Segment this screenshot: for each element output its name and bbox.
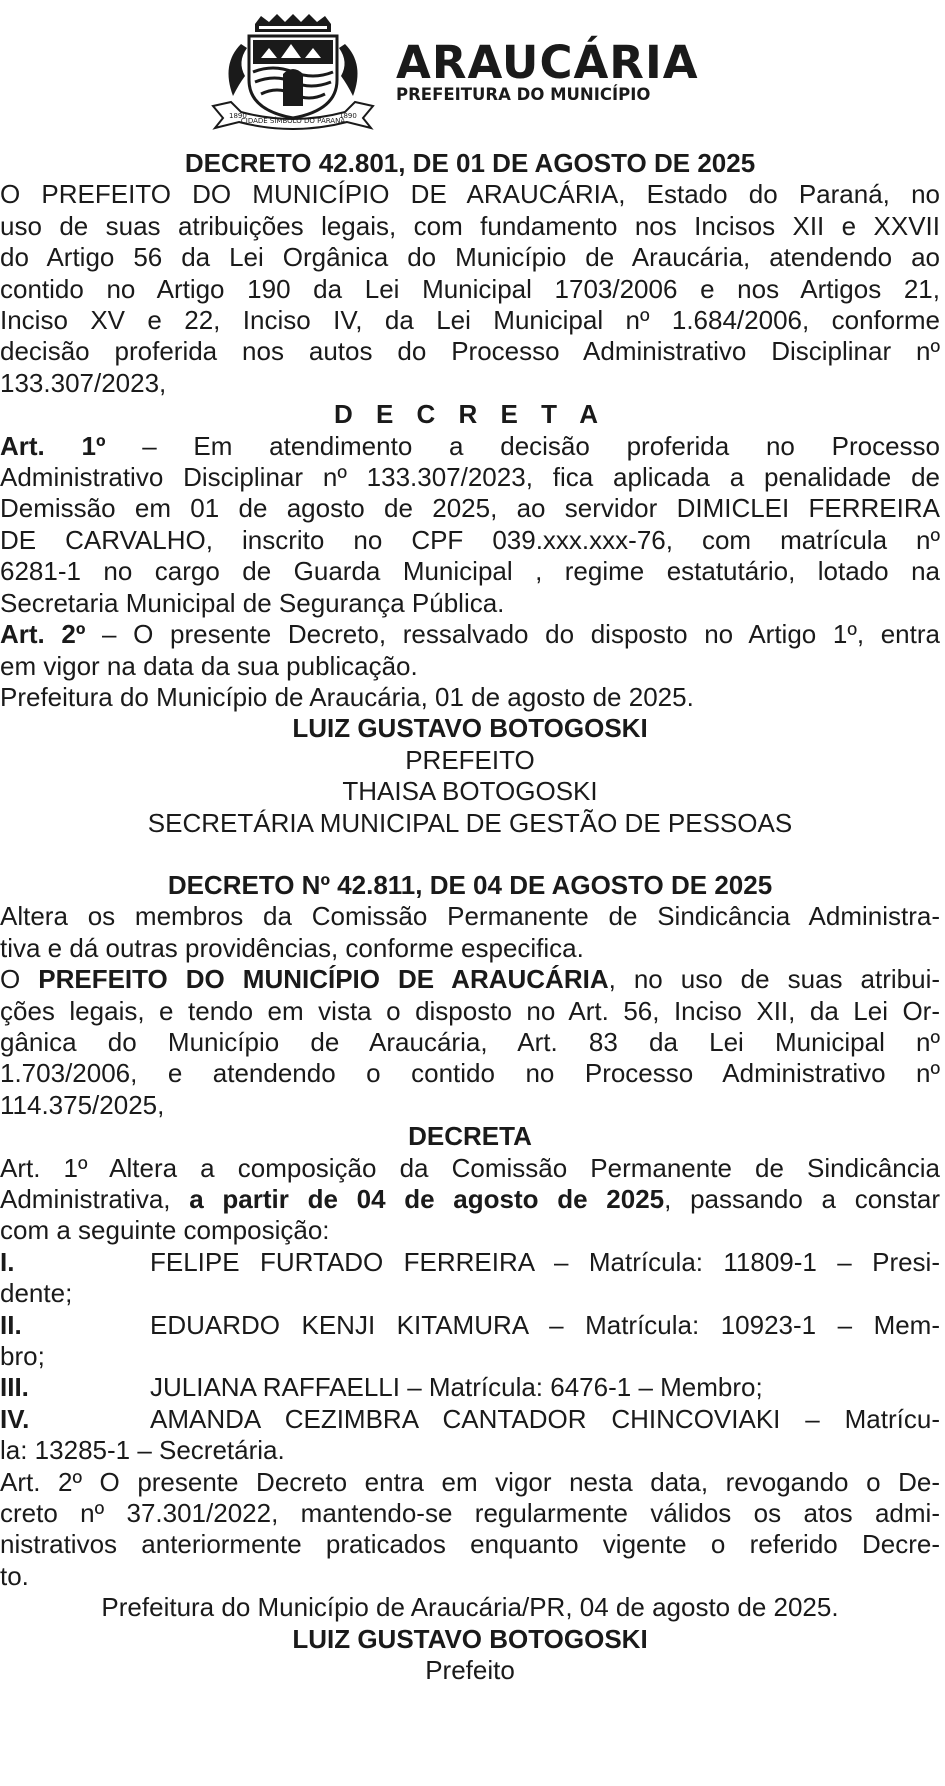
decree1-article-2: [0, 619, 940, 682]
decree1-title: DECRETO 42.801, DE 01 DE AGOSTO DE 2025: [184, 148, 756, 178]
decree1-preamble: [0, 179, 940, 399]
member-number: III.: [0, 1372, 29, 1403]
list-item: [0, 1404, 940, 1435]
seal-motto: CIDADE SÍMBOLO DO PARANÁ: [240, 117, 346, 125]
text-line: contido no Artigo 190 da Lei Municipal 1703/2006 e nos Artigos 21,: [0, 273, 940, 304]
decree2-signer-name: LUIZ GUSTAVO BOTOGOSKI: [292, 1623, 648, 1654]
text-line: to.: [0, 1560, 29, 1591]
list-item: [0, 1310, 940, 1341]
text-line: O PREFEITO DO MUNICÍPIO DE ARAUCÁRIA, no uso de suas atribui-: [0, 964, 941, 995]
seal-year-right: 1890: [339, 112, 357, 120]
text-line: Art. 1º Altera a composição da Comissão Permanente de Sindicância: [0, 1152, 940, 1183]
text-line: Administrativa, a partir de 04 de agosto de 2025, passando a constar: [0, 1184, 940, 1214]
text-line: Administrativo Disciplinar nº 133.307/2023, fica aplicada a penalidade de: [0, 462, 940, 493]
text-line: DE CARVALHO, inscrito no CPF 039.xxx.xxx-76, com matrícula nº: [0, 524, 940, 555]
document-body: [0, 148, 940, 1687]
text-line: com a seguinte composição:: [0, 1215, 330, 1246]
decree2-article-1: [0, 1153, 940, 1247]
text-line: decisão proferida nos autos do Processo Administrativo Disciplinar nº: [0, 336, 940, 367]
decree2-title: DECRETO Nº 42.811, DE 04 DE AGOSTO DE 2025: [167, 869, 773, 900]
member-text-cont: dente;: [0, 1278, 73, 1309]
member-text-cont: bro;: [0, 1341, 45, 1372]
brand-name: ARAUCÁRIA: [396, 36, 699, 89]
decree2-preamble: [0, 964, 940, 1121]
text-line: uso de suas atribuições legais, com fundamento nos Incisos XII e XXVII: [0, 210, 940, 241]
decree1-article-1: [0, 431, 940, 619]
decree2-decreta-heading: DECRETA: [408, 1121, 532, 1152]
decree1-signer-name: LUIZ GUSTAVO BOTOGOSKI: [292, 713, 648, 744]
text-line: Secretaria Municipal de Segurança Pública.: [0, 587, 505, 618]
text-line: nistrativos anteriormente praticados enquanto vigente o referido Decre-: [0, 1529, 940, 1560]
text-line: Art. 2º O presente Decreto entra em vigor nesta data, revogando o De-: [0, 1466, 940, 1497]
decree1-cosigner-title: SECRETÁRIA MUNICIPAL DE GESTÃO DE PESSOAS: [147, 807, 793, 838]
decree1-place-date: Prefeitura do Município de Araucária, 01 de agosto de 2025.: [0, 681, 694, 712]
member-text: JULIANA RAFFAELLI – Matrícula: 6476-1 – Membro;: [150, 1372, 763, 1403]
text-line: Inciso XV e 22, Inciso IV, da Lei Municipal nº 1.684/2006, conforme: [0, 305, 940, 336]
decree1-decreta-heading: D E C R E T A: [333, 399, 607, 430]
decree1-cosigner-name: THAISA BOTOGOSKI: [342, 776, 598, 807]
list-item: [0, 1247, 940, 1278]
text-line: 1.703/2006, e atendendo o contido no Processo Administrativo nº: [0, 1058, 940, 1089]
decree1-signer-title: PREFEITO: [405, 744, 535, 775]
article-label: Art. 2º: [0, 619, 86, 650]
section-spacer: [0, 839, 940, 870]
text-line: O PREFEITO DO MUNICÍPIO DE ARAUCÁRIA, Estado do Paraná, no: [0, 179, 940, 210]
decree2-summary: [0, 901, 940, 964]
text-line: creto nº 37.301/2022, mantendo-se regularmente válidos os atos admi-: [0, 1498, 940, 1529]
text-line: Altera os membros da Comissão Permanente de Sindicância Administra-: [0, 901, 940, 932]
member-text: FELIPE FURTADO FERREIRA – Matrícula: 11809-1 – Presi-: [150, 1246, 940, 1277]
list-item: [0, 1372, 940, 1403]
text-line: do Artigo 56 da Lei Orgânica do Município de Araucária, atendendo ao: [0, 242, 940, 273]
text-line: gânica do Município de Araucária, Art. 83 da Lei Municipal nº: [0, 1026, 940, 1057]
member-number: II.: [0, 1309, 22, 1340]
member-number: I.: [0, 1246, 15, 1277]
municipal-seal-icon: [211, 14, 375, 130]
decree2-article-2: [0, 1467, 940, 1593]
member-text: AMANDA CEZIMBRA CANTADOR CHINCOVIAKI – Matrícu-: [150, 1403, 940, 1434]
text-line: 6281-1 no cargo de Guarda Municipal , regime estatutário, lotado na: [0, 556, 940, 587]
decree2-signer-title: Prefeito: [425, 1655, 515, 1686]
text-line: 114.375/2025,: [0, 1089, 165, 1120]
header: [0, 0, 945, 140]
text-line: ções legais, e tendo em vista o disposto no Art. 56, Inciso XII, da Lei Or-: [0, 995, 940, 1026]
text-line: Art. 1º – Em atendimento a decisão proferida no Processo: [0, 430, 940, 461]
text-line: tiva e dá outras providências, conforme especifica.: [0, 932, 584, 963]
article-label: Art. 1º: [0, 430, 106, 461]
text-line: em vigor na data da sua publicação.: [0, 650, 418, 681]
brand: [396, 36, 699, 104]
text-line: Demissão em 01 de agosto de 2025, ao servidor DIMICLEI FERREIRA: [0, 493, 940, 524]
member-text-cont: la: 13285-1 – Secretária.: [0, 1435, 285, 1466]
brand-subtitle: PREFEITURA DO MUNICÍPIO: [396, 85, 651, 104]
member-text: EDUARDO KENJI KITAMURA – Matrícula: 10923-1 – Mem-: [150, 1309, 940, 1340]
member-number: IV.: [0, 1403, 30, 1434]
text-line: Art. 2º – O presente Decreto, ressalvado do disposto no Artigo 1º, entra: [0, 619, 940, 650]
seal-year-left: 1890: [229, 112, 247, 120]
decree2-place-date: Prefeitura do Município de Araucária/PR, 04 de agosto de 2025.: [101, 1592, 839, 1623]
text-line: 133.307/2023,: [0, 367, 167, 398]
commission-members-list: [0, 1247, 940, 1467]
